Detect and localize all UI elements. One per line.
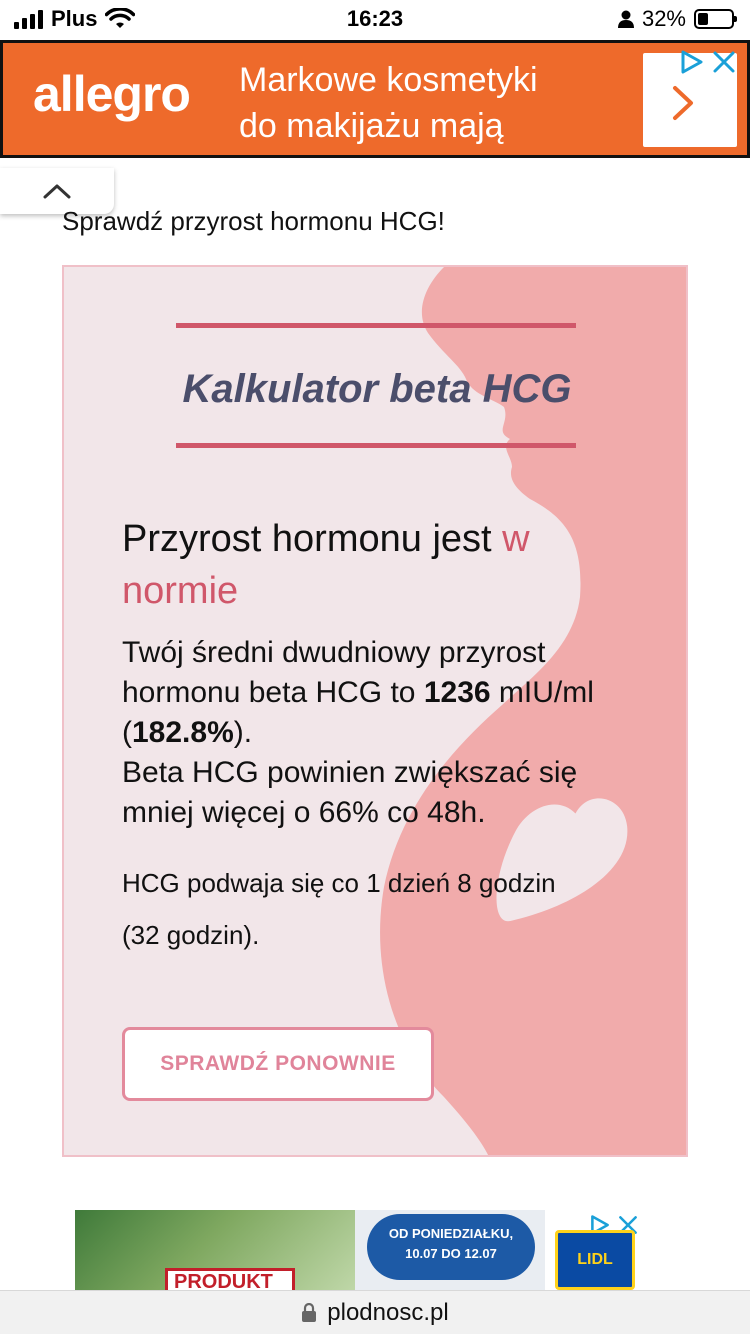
result-percent: 182.8% — [132, 716, 234, 749]
ad-brand-logo[interactable]: allegro — [33, 66, 190, 122]
result-value: 1236 — [423, 676, 491, 709]
chevron-right-icon — [671, 85, 695, 121]
ad-promo-line2: 10.07 DO 12.07 — [405, 1246, 497, 1261]
intro-text: Sprawdź przyrost hormonu HCG! — [62, 206, 445, 236]
check-again-button[interactable]: SPRAWDŹ PONOWNIE — [122, 1027, 434, 1101]
battery-icon — [694, 9, 734, 29]
title-rule-top — [176, 323, 576, 328]
clock: 16:23 — [346, 6, 404, 31]
ad-text-line1: Markowe kosmetyki — [239, 61, 538, 99]
store-logo: LIDL — [555, 1230, 635, 1290]
adchoices-icon[interactable] — [679, 49, 705, 75]
doubling-line2: (32 godzin). — [122, 920, 260, 950]
result-unit: mIU/ml ( — [122, 676, 594, 749]
close-icon[interactable] — [711, 49, 737, 75]
ad-promo[interactable] — [355, 1210, 545, 1290]
result-text-2: Beta HCG powinien zwiększać się mniej więcej o 66% co 48h. — [122, 756, 578, 829]
result-text-1: Twój średni dwudniowy przyrost hormonu beta HCG to — [122, 636, 546, 709]
title-rule-bottom — [176, 443, 576, 448]
calculator-title: Kalkulator beta HCG — [182, 367, 572, 411]
calculator-card — [62, 265, 688, 1157]
ad-banner-top[interactable] — [0, 40, 750, 158]
person-icon — [618, 10, 634, 28]
result-text-end: ). — [233, 716, 253, 749]
result-heading-text: Przyrost hormonu jest — [122, 518, 503, 560]
url-bar[interactable] — [0, 1290, 750, 1334]
status-bar — [0, 0, 750, 40]
result-heading — [122, 513, 602, 617]
status-right — [618, 6, 734, 32]
ad-text[interactable] — [239, 57, 538, 149]
carrier-label: Plus — [51, 6, 98, 31]
doubling-time — [122, 857, 622, 961]
ad-store[interactable] — [545, 1210, 645, 1290]
chevron-up-icon — [42, 182, 72, 200]
ad-promo-badge — [367, 1214, 535, 1280]
ad-banner-bottom[interactable] — [75, 1210, 645, 1290]
ad-product-label: PRODUKT — [165, 1268, 295, 1290]
url-domain[interactable]: plodnosc.pl — [327, 1298, 449, 1326]
ad-text-line2: do makijażu mają — [239, 107, 504, 145]
ad-promo-line1: OD PONIEDZIAŁKU, — [388, 1226, 514, 1241]
doubling-line1: HCG podwaja się co 1 dzień 8 godzin — [122, 868, 556, 898]
lock-icon — [301, 1303, 317, 1323]
battery-percent: 32% — [641, 6, 686, 31]
result-status: w normie — [122, 518, 530, 612]
battery-level — [698, 13, 708, 25]
result-description — [122, 633, 642, 833]
